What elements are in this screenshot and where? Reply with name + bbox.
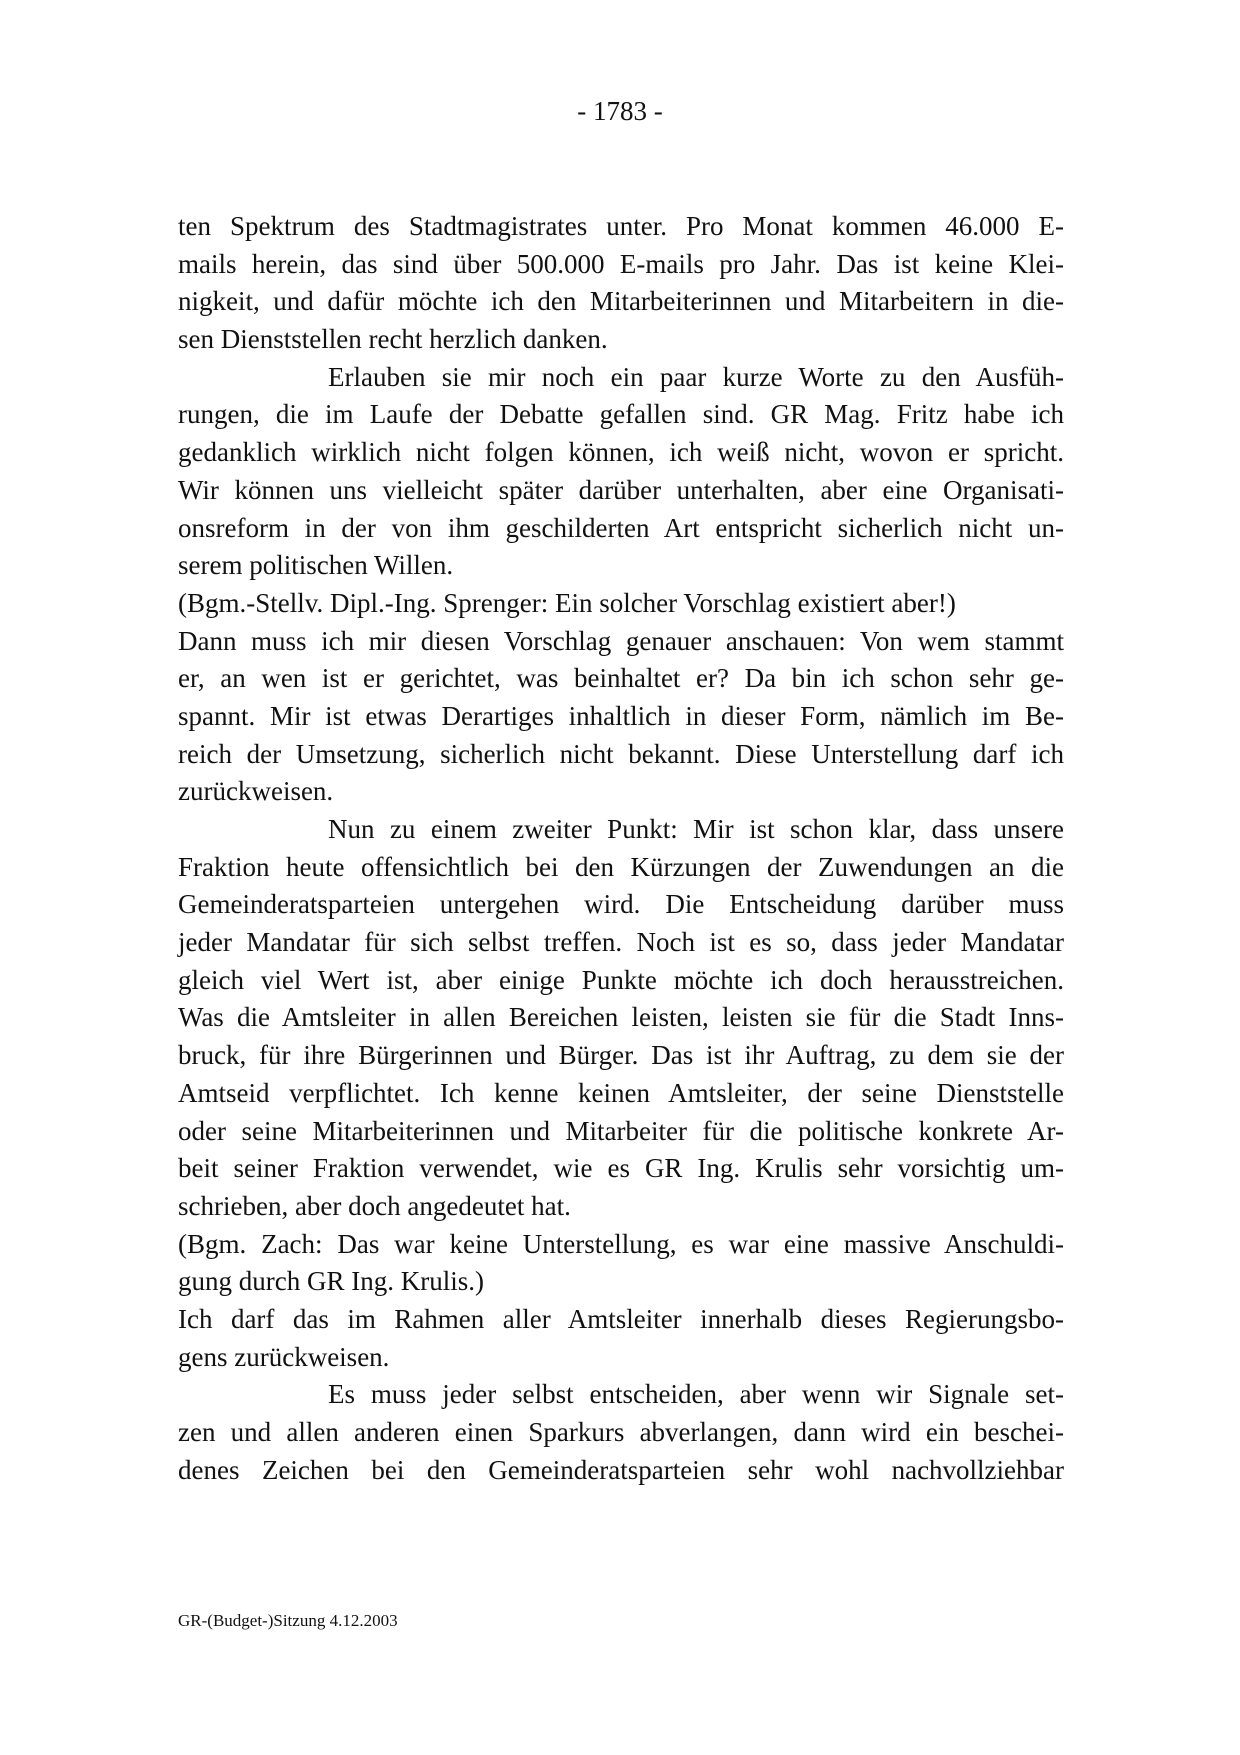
footer-session-label: GR-(Budget-)Sitzung 4.12.2003 bbox=[178, 1611, 398, 1630]
text-line: Gemeinderatsparteien untergehen wird. Die Entscheidung darüber muss bbox=[178, 889, 1064, 920]
text-line: bruck, für ihre Bürgerinnen und Bürger. Das ist ihr Auftrag, zu dem sie der bbox=[178, 1040, 1064, 1071]
text-line: ten Spektrum des Stadtmagistrates unter. Pro Monat kommen 46.000 E- bbox=[178, 211, 1064, 241]
text-line: Was die Amtsleiter in allen Bereichen leisten, leisten sie für die Stadt Inns- bbox=[178, 1002, 1064, 1033]
text-line: Fraktion heute offensichtlich bei den Kürzungen der Zuwendungen an die bbox=[178, 851, 1064, 882]
text-line: (Bgm. Zach: Das war keine Unterstellung, es war eine massive Anschuldi- bbox=[178, 1228, 1064, 1259]
text-line: Amtseid verpflichtet. Ich kenne keinen Amtsleiter, der seine Dienststelle bbox=[178, 1077, 1064, 1108]
text-line: mails herein, das sind über 500.000 E-mails pro Jahr. Das ist keine Klei- bbox=[178, 248, 1064, 279]
text-line: serem politischen Willen. bbox=[178, 550, 454, 581]
text-line: nigkeit, und dafür möchte ich den Mitarbeiterinnen und Mitarbeitern in die- bbox=[178, 286, 1064, 317]
text-line: gung durch GR Ing. Krulis.) bbox=[178, 1266, 484, 1297]
text-line: gleich viel Wert ist, aber einige Punkte möchte ich doch herausstreichen. bbox=[178, 964, 1064, 995]
text-line: rungen, die im Laufe der Debatte gefallen sind. GR Mag. Fritz habe ich bbox=[178, 399, 1064, 430]
text-line: Ich darf das im Rahmen aller Amtsleiter innerhalb dieses Regierungsbo- bbox=[178, 1303, 1064, 1334]
text-line: schrieben, aber doch angedeutet hat. bbox=[178, 1190, 571, 1221]
text-line: er, an wen ist er gerichtet, was beinhaltet er? Da bin ich schon sehr ge- bbox=[178, 663, 1064, 694]
text-line: oder seine Mitarbeiterinnen und Mitarbeiter für die politische konkrete Ar- bbox=[178, 1115, 1064, 1146]
text-line: Erlauben sie mir noch ein paar kurze Worte zu den Ausfüh- bbox=[328, 361, 1064, 392]
text-line: gedanklich wirklich nicht folgen können, ich weiß nicht, wovon er spricht. bbox=[178, 437, 1064, 468]
body-text bbox=[178, 208, 1064, 1489]
text-line: Nun zu einem zweiter Punkt: Mir ist schon klar, dass unsere bbox=[328, 814, 1064, 844]
text-line: reich der Umsetzung, sicherlich nicht bekannt. Diese Unterstellung darf ich bbox=[178, 738, 1064, 769]
page-number: - 1783 - bbox=[577, 96, 663, 126]
text-line: (Bgm.-Stellv. Dipl.-Ing. Sprenger: Ein solcher Vorschlag existiert aber!) bbox=[178, 587, 956, 618]
text-line: beit seiner Fraktion verwendet, wie es GR Ing. Krulis sehr vorsichtig um- bbox=[178, 1153, 1064, 1184]
text-line: onsreform in der von ihm geschilderten Art entspricht sicherlich nicht un- bbox=[178, 512, 1064, 543]
text-line: zurückweisen. bbox=[178, 776, 334, 807]
text-line: jeder Mandatar für sich selbst treffen. Noch ist es so, dass jeder Mandatar bbox=[178, 927, 1064, 958]
text-line: spannt. Mir ist etwas Derartiges inhaltlich in dieser Form, nämlich im Be- bbox=[178, 700, 1064, 731]
text-line: gens zurückweisen. bbox=[178, 1341, 390, 1372]
text-line: Wir können uns vielleicht später darüber unterhalten, aber eine Organisati- bbox=[178, 474, 1064, 505]
text-line: sen Dienststellen recht herzlich danken. bbox=[178, 324, 608, 355]
text-line: zen und allen anderen einen Sparkurs abverlangen, dann wird ein beschei- bbox=[178, 1417, 1064, 1447]
text-line: denes Zeichen bei den Gemeinderatsparteien sehr wohl nachvollziehbar bbox=[178, 1454, 1064, 1485]
text-line: Es muss jeder selbst entscheiden, aber wenn wir Signale set- bbox=[328, 1379, 1064, 1410]
text-line: Dann muss ich mir diesen Vorschlag genauer anschauen: Von wem stammt bbox=[178, 625, 1064, 656]
